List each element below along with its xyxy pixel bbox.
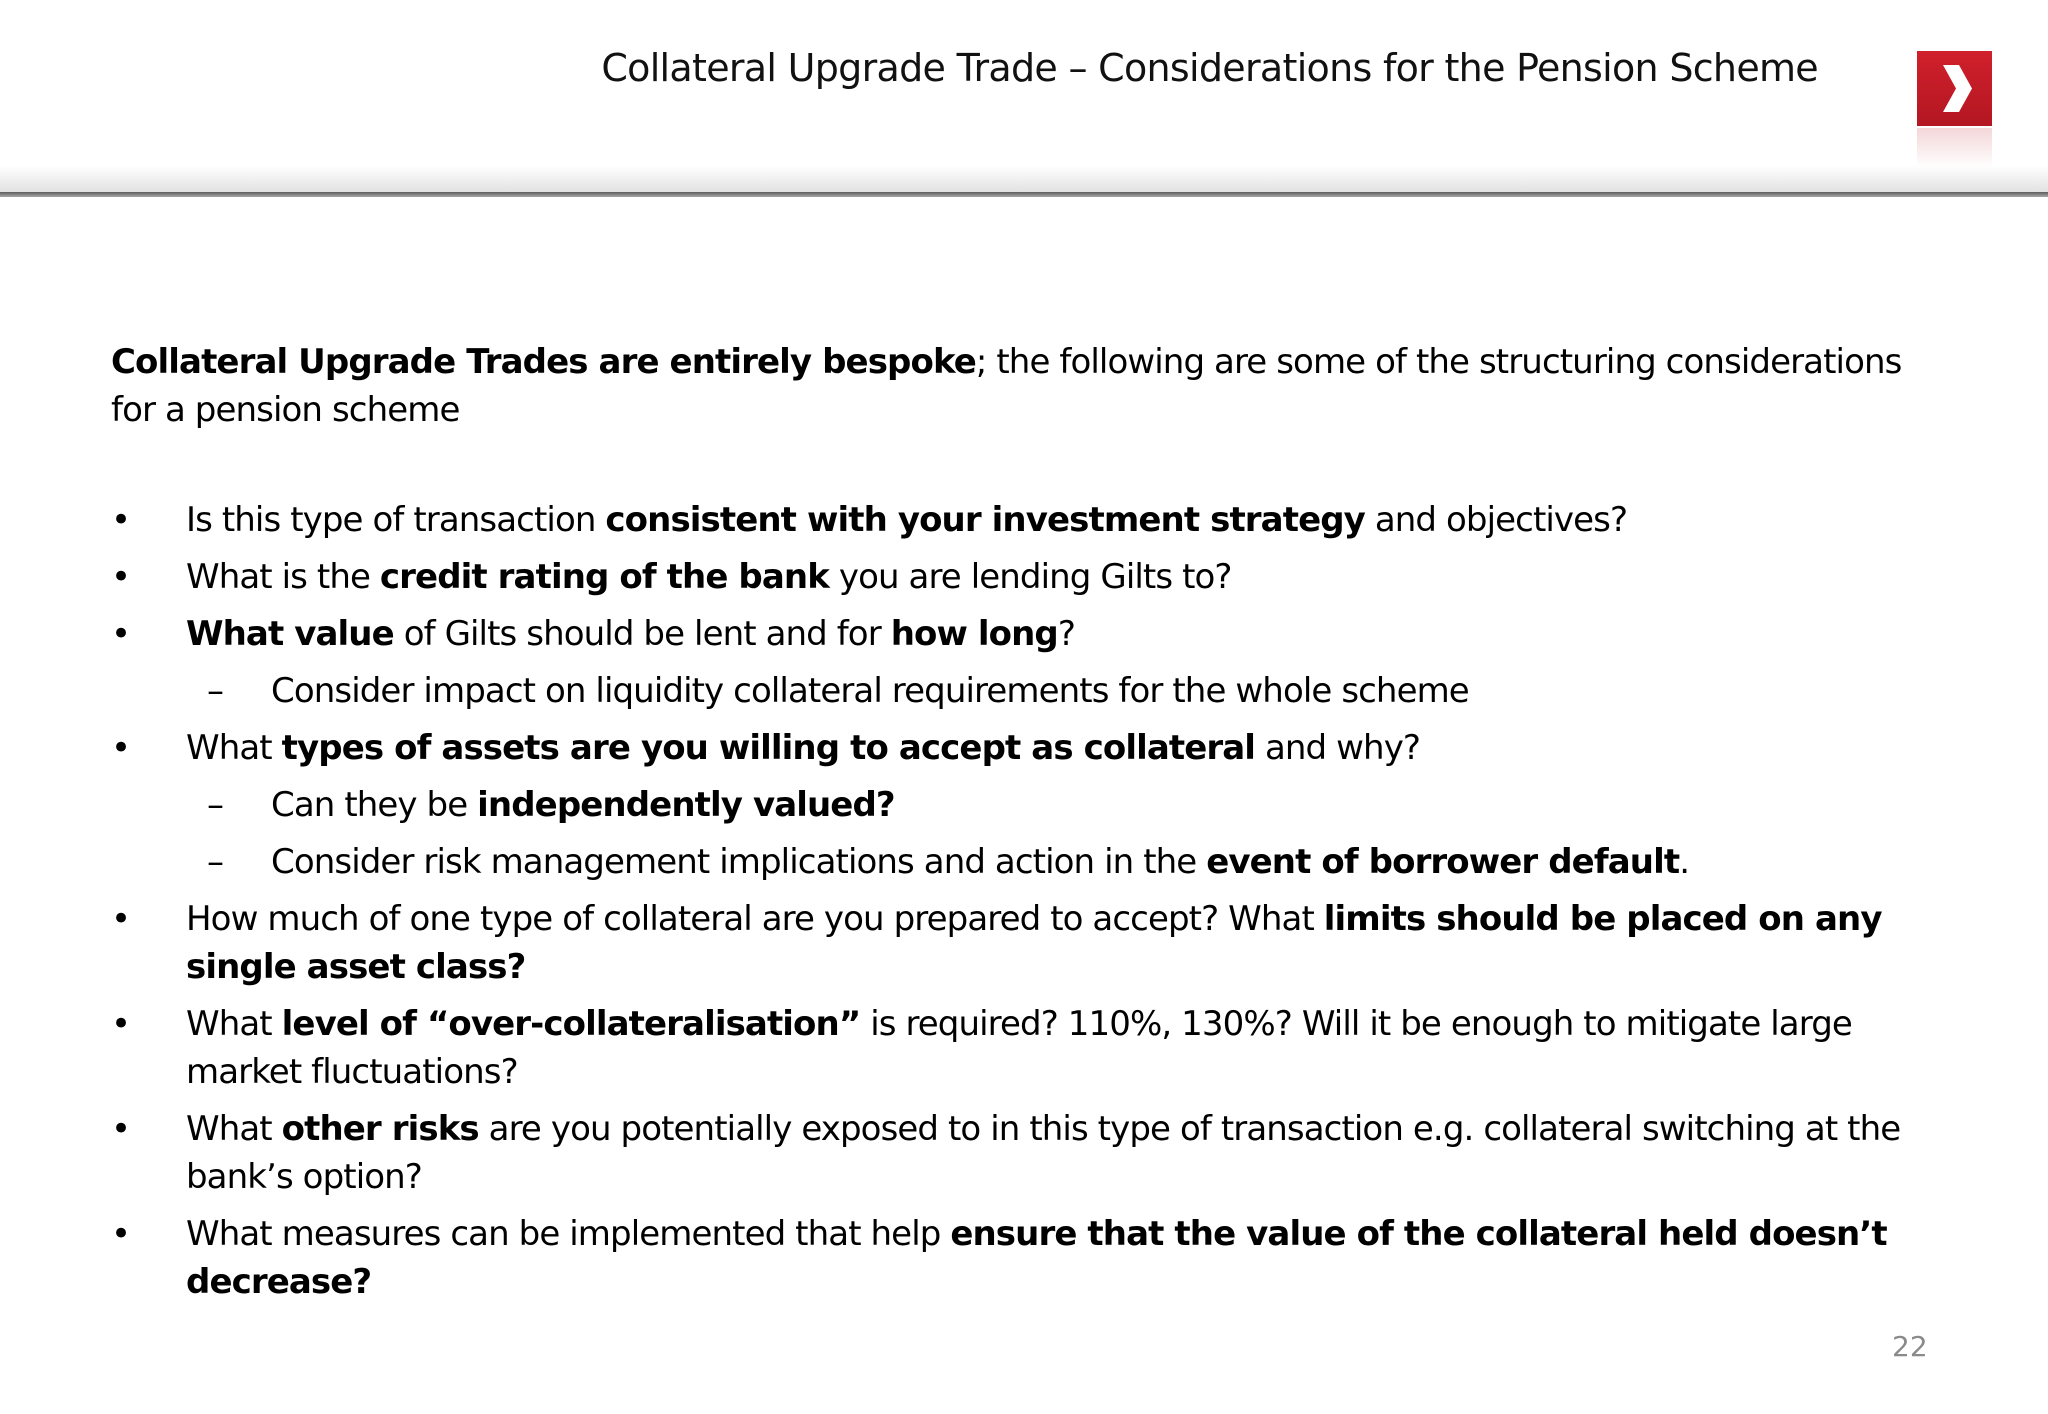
list-item	[111, 1210, 1971, 1306]
header-divider	[0, 192, 2048, 197]
intro-paragraph	[111, 338, 1911, 434]
list-item-text: and objectives?	[1364, 500, 1628, 540]
list-item	[111, 895, 1971, 991]
list-item-text: Consider impact on liquidity collateral requirements for the whole scheme	[271, 671, 1469, 711]
slide-title: Collateral Upgrade Trade – Considerations for the Pension Scheme	[601, 46, 1818, 90]
list-item	[111, 610, 1971, 658]
page-number: 22	[1892, 1330, 1928, 1363]
list-item-emphasis: event of borrower default	[1206, 842, 1680, 882]
sub-list-item	[111, 781, 1971, 829]
list-item	[111, 724, 1971, 772]
list-item-text: and why?	[1255, 728, 1421, 768]
list-item	[111, 1000, 1971, 1096]
list-item-text: What	[186, 1109, 282, 1149]
list-item-emphasis: credit rating of the bank	[379, 557, 829, 597]
list-item-text: of Gilts should be lent and for	[393, 614, 891, 654]
list-item-emphasis: limits should be placed on any single asset class?	[186, 899, 1882, 987]
logo-reflection	[1917, 128, 1992, 168]
list-item-emphasis: independently valued?	[477, 785, 895, 825]
list-item-emphasis: other risks	[281, 1109, 479, 1149]
chevron-right-icon	[1917, 51, 1992, 126]
slide-body	[111, 338, 1971, 1315]
list-item-text: is required? 110%, 130%? Will it be enough to mitigate large market fluctuations?	[186, 1004, 1852, 1092]
list-item-text: you are lending Gilts to?	[828, 557, 1232, 597]
header-shadow	[0, 166, 2048, 192]
considerations-list	[111, 496, 1971, 1306]
list-item-text: How much of one type of collateral are you prepared to accept? What	[186, 899, 1324, 939]
sub-list-item	[111, 667, 1971, 715]
list-item-text: .	[1679, 842, 1690, 882]
list-item-emphasis: types of assets are you willing to accept as collateral	[281, 728, 1256, 768]
list-item-text: Consider risk management implications and action in the	[271, 842, 1207, 882]
list-item-text: Can they be	[271, 785, 478, 825]
logo	[1917, 51, 1992, 126]
intro-bold: Collateral Upgrade Trades are entirely bespoke	[111, 342, 976, 382]
list-item-emphasis: level of “over-collateralisation”	[281, 1004, 861, 1044]
list-item-emphasis: how long	[890, 614, 1058, 654]
list-item-text: ?	[1057, 614, 1076, 654]
list-item-text: What	[186, 728, 282, 768]
list-item-text: are you potentially exposed to in this type of transaction e.g. collateral switching at the bank’s option?	[186, 1109, 1901, 1197]
list-item-emphasis: What value	[186, 614, 394, 654]
intro-text: ; the following are some of the structuring considerations for a pension scheme	[111, 342, 1902, 430]
list-item	[111, 553, 1971, 601]
sub-list-item	[111, 838, 1971, 886]
list-item-emphasis: consistent with your investment strategy	[605, 500, 1365, 540]
list-item	[111, 1105, 1971, 1201]
list-item-text: What is the	[186, 557, 380, 597]
list-item-emphasis: ensure that the value of the collateral held doesn’t decrease?	[186, 1214, 1887, 1302]
list-item-text: Is this type of transaction	[186, 500, 606, 540]
list-item-text: What	[186, 1004, 282, 1044]
list-item	[111, 496, 1971, 544]
list-item-text: What measures can be implemented that help	[186, 1214, 951, 1254]
